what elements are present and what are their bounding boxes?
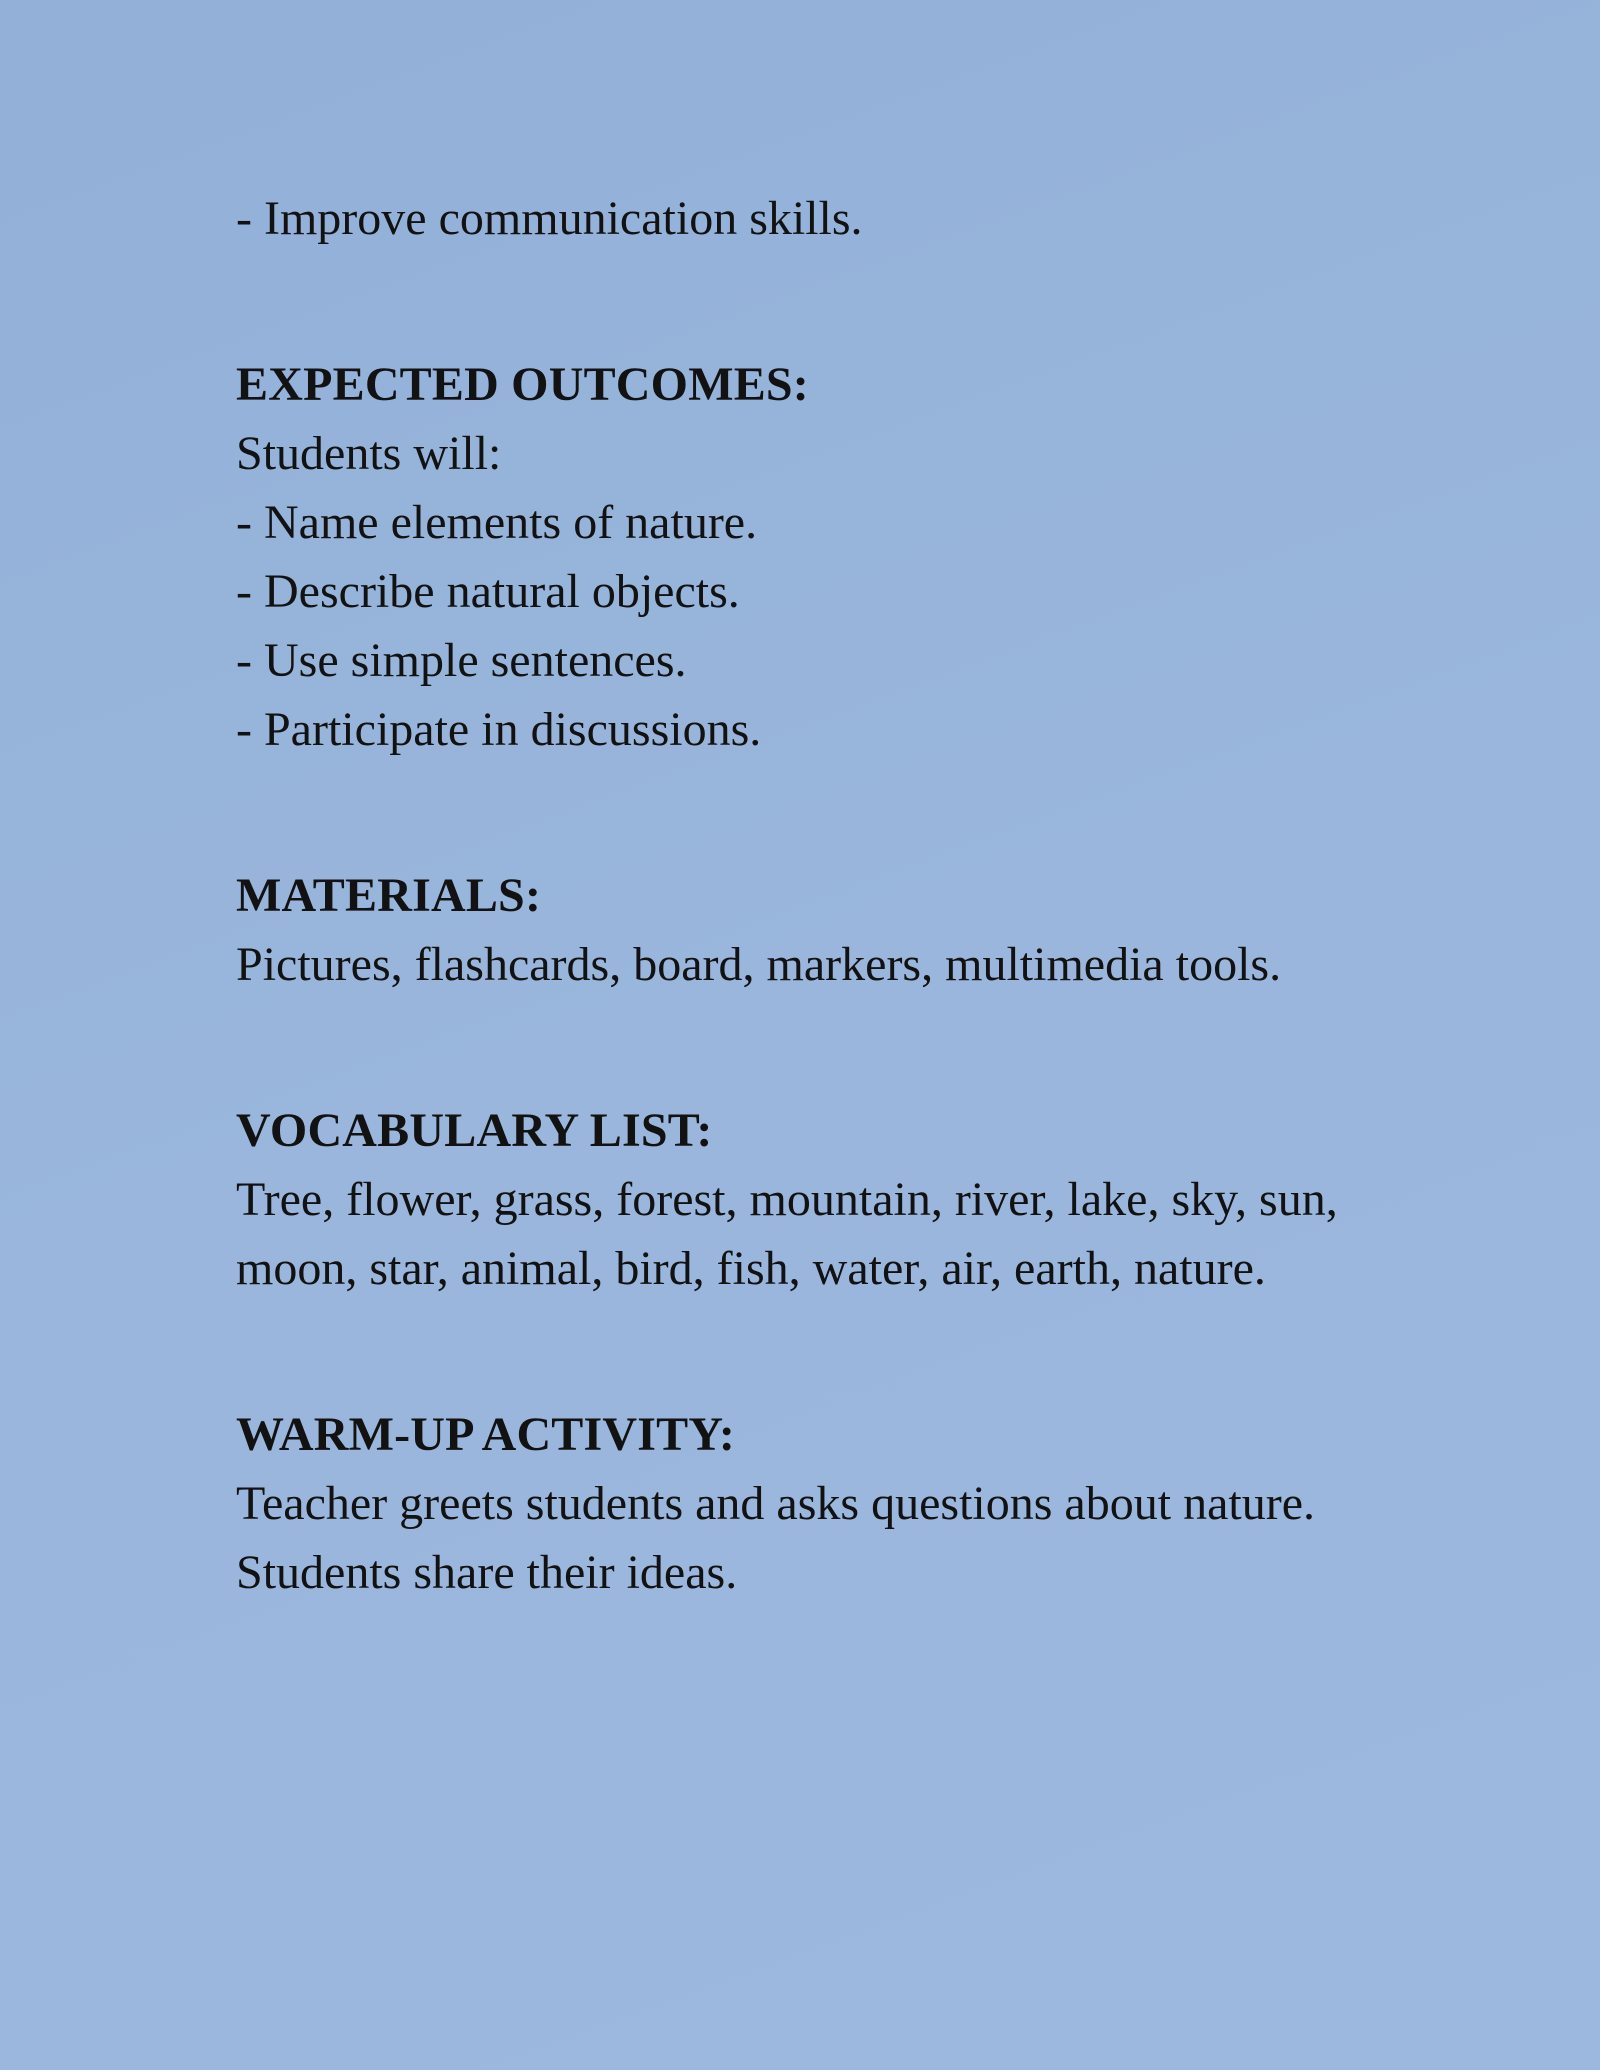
- section-heading: MATERIALS:: [236, 869, 542, 922]
- document-page: [236, 184, 1396, 1607]
- warm-up-text: Teacher greets students and asks questions about nature. Students share their ideas.: [236, 1477, 1315, 1599]
- list-item: - Describe natural objects.: [236, 565, 740, 618]
- expected-outcomes-section: [236, 350, 1396, 764]
- objective-item: - Improve communication skills.: [236, 192, 863, 245]
- warm-up-section: [236, 1400, 1396, 1607]
- outcomes-lead: Students will:: [236, 427, 502, 480]
- outcomes-list: [236, 488, 1396, 764]
- section-heading: WARM-UP ACTIVITY:: [236, 1408, 736, 1461]
- materials-text: Pictures, flashcards, board, markers, multimedia tools.: [236, 938, 1282, 991]
- materials-section: [236, 861, 1396, 999]
- section-heading: VOCABULARY LIST:: [236, 1104, 713, 1157]
- list-item: - Use simple sentences.: [236, 634, 687, 687]
- section-heading: EXPECTED OUTCOMES:: [236, 358, 809, 411]
- list-item: - Name elements of nature.: [236, 496, 758, 549]
- vocabulary-text: Tree, flower, grass, forest, mountain, river, lake, sky, sun, moon, star, animal, bird, fish, water, air, earth, nature.: [236, 1173, 1338, 1295]
- list-item: - Participate in discussions.: [236, 703, 762, 756]
- vocabulary-section: [236, 1096, 1396, 1303]
